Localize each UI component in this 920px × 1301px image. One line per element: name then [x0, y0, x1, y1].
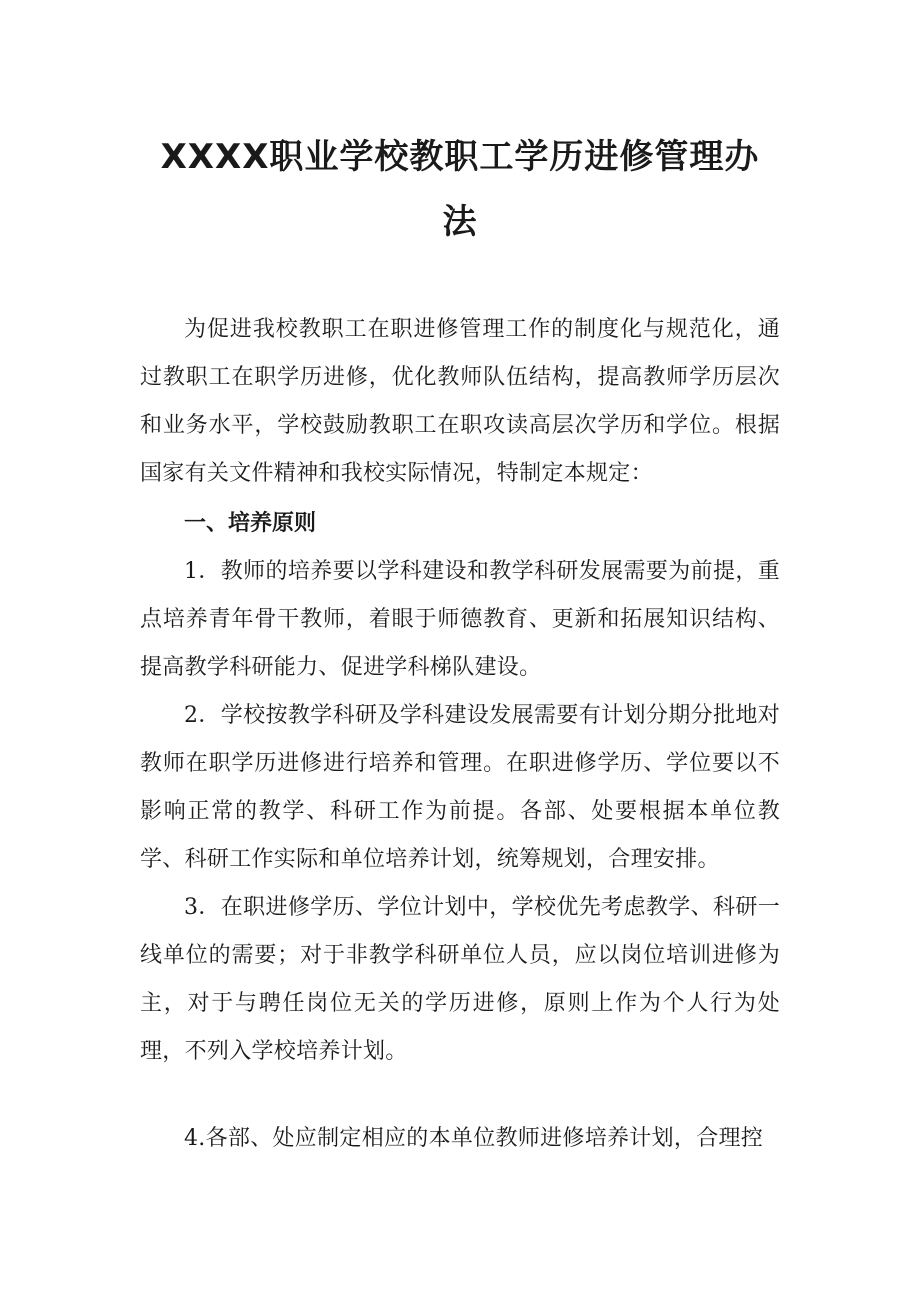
intro-paragraph: 为促进我校教职工在职进修管理工作的制度化与规范化，通过教职工在职学历进修，优化教师队伍结构，提高教师学历层次和业务水平，学校鼓励教职工在职攻读高层次学历和学位。根据国家有关文件精神和我校实际情况，特制定本规定：: [140, 317, 780, 486]
item-1-paragraph: 1．教师的培养要以学科建设和教学科研发展需要为前提，重点培养青年骨干教师，着眼于师德教育、更新和拓展知识结构、提高教学科研能力、促进学科梯队建设。: [140, 559, 780, 680]
item-4-paragraph: 4.各部、处应制定相应的本单位教师进修培养计划，合理控: [184, 1126, 764, 1151]
section-heading-training-principles: 一、培养原则: [184, 511, 317, 536]
item-2-paragraph: 2．学校按教学科研及学科建设发展需要有计划分期分批地对教师在职学历进修进行培养和管理。在职进修学历、学位要以不影响正常的教学、科研工作为前提。各部、处要根据本单位教学、科研工作实际和单位培养计划，统筹规划，合理安排。: [140, 703, 780, 872]
document-title-line-2: 法: [442, 202, 478, 242]
document-title-line-1: XXXX职业学校教职工学历进修管理办: [160, 137, 760, 177]
item-3-paragraph: 3．在职进修学历、学位计划中，学校优先考虑教学、科研一线单位的需要；对于非教学科研单位人员，应以岗位培训进修为主，对于与聘任岗位无关的学历进修，原则上作为个人行为处理，不列入学校培养计划。: [140, 895, 780, 1064]
